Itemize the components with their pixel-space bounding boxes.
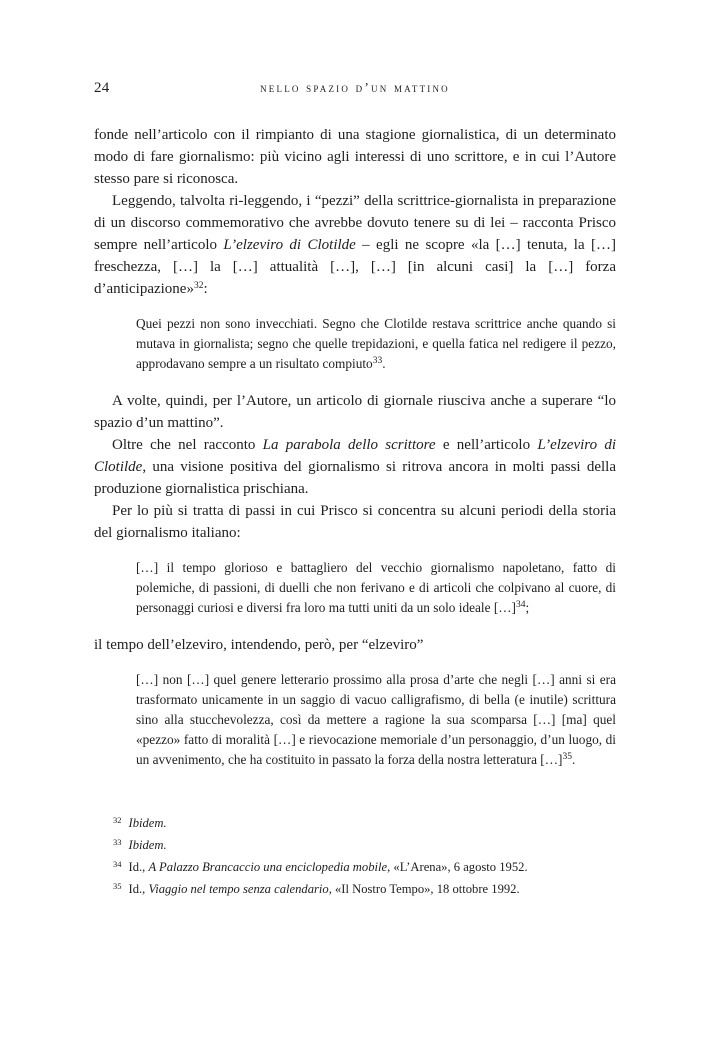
text-run: . bbox=[571, 752, 576, 767]
paragraph bbox=[94, 124, 616, 190]
page-number: 24 bbox=[94, 80, 110, 96]
text-run: Leggendo, talvolta ri-leggendo, i “pezzi” della scrittrice-giornalista in preparazione di un discorso commemorativo che avrebbe dovuto tenere su di lei – racconta Prisco sempre nell’articolo bbox=[94, 193, 616, 253]
text-run: : bbox=[203, 281, 208, 297]
text-run: Id., bbox=[128, 882, 149, 896]
footnotes-section bbox=[94, 812, 616, 900]
footnote bbox=[113, 834, 616, 856]
running-header bbox=[94, 80, 616, 98]
footnote-ref: 35 bbox=[562, 752, 572, 762]
paragraph bbox=[94, 390, 616, 434]
italic-title: L’elzeviro di Clotilde bbox=[94, 437, 616, 475]
text-run: , «L’Arena», 6 agosto 1952. bbox=[387, 860, 528, 874]
footnote-ref: 32 bbox=[193, 281, 204, 291]
footnote-italic: A Palazzo Brancaccio una enciclopedia mobile bbox=[148, 860, 388, 874]
footnote-number: 33 bbox=[113, 837, 122, 847]
text-run: A volte, quindi, per l’Autore, un articolo di giornale riusciva anche a superare “lo spazio d’un mattino”. bbox=[94, 393, 616, 431]
footnote bbox=[113, 878, 616, 900]
footnote-number: 34 bbox=[113, 859, 122, 869]
block-quote bbox=[136, 670, 616, 770]
text-run: il tempo dell’elzeviro, intendendo, però, per “elzeviro” bbox=[94, 637, 424, 653]
footnote-italic: Ibidem. bbox=[128, 838, 167, 852]
text-run: , «Il Nostro Tempo», 18 ottobre 1992. bbox=[328, 882, 520, 896]
text-run: . bbox=[382, 356, 386, 371]
block-quote bbox=[136, 314, 616, 374]
footnote-number: 35 bbox=[113, 881, 122, 891]
footnote bbox=[113, 856, 616, 878]
text-run: e nell’articolo bbox=[435, 437, 538, 453]
paragraph bbox=[94, 190, 616, 300]
text-run: Per lo più si tratta di passi in cui Prisco si concentra su alcuni periodi della storia del giornalismo italiano: bbox=[94, 503, 616, 541]
footnote-italic: Viaggio nel tempo senza calendario bbox=[148, 882, 329, 896]
italic-title: L’elzeviro di Clotilde bbox=[223, 237, 356, 253]
text-run: , una visione positiva del giornalismo si ritrova ancora in molti passi della produzione giornalistica prischiana. bbox=[94, 459, 616, 497]
text-run: Quei pezzi non sono invecchiati. Segno che Clotilde restava scrittrice anche quando si mutava in giornalista; segno che quelle trepidazioni, e quella fatica nel redigere il pezzo, approdavano sempre a un risultato compiuto bbox=[136, 316, 616, 371]
paragraph bbox=[94, 434, 616, 500]
text-run: Id., bbox=[128, 860, 149, 874]
text-run: Oltre che nel racconto bbox=[112, 437, 263, 453]
footnote-number: 32 bbox=[113, 815, 122, 825]
text-run: – egli ne scopre «la […] tenuta, la […] freschezza, […] la […] attualità […], […] [in alcuni casi] la […] forza d’anticipazione» bbox=[94, 237, 616, 297]
paragraph bbox=[94, 634, 616, 656]
italic-title: La parabola dello scrittore bbox=[262, 437, 436, 453]
text-run: […] non […] quel genere letterario prossimo alla prosa d’arte che negli […] anni si era trasformato unicamente in un saggio di vacuo calligrafismo, di bella (e inutile) scrittura sino alla stucchevolezza, così da mettere a ragione la sua scomparsa […] [ma] quel «pezzo» fatto di moralità […] e rievocazione memoriale d’un personaggio, d’un luogo, di un avvenimento, che ha costituito in passato la forza della nostra letteratura […] bbox=[136, 672, 616, 767]
text-block bbox=[94, 80, 616, 900]
footnote-ref: 34 bbox=[515, 600, 526, 610]
paragraph bbox=[94, 500, 616, 544]
text-run: ; bbox=[525, 600, 530, 615]
text-run: […] il tempo glorioso e battagliero del vecchio giornalismo napoletano, fatto di polemiche, di passioni, di duelli che non ferivano e di articoli che colpivano al cuore, di personaggi curiosi e diversi fra loro ma tutti uniti da un solo ideale […] bbox=[136, 560, 616, 615]
footnote-italic: Ibidem. bbox=[128, 816, 167, 830]
footnote bbox=[113, 812, 616, 834]
running-header-title: nello spazio d’un mattino bbox=[260, 80, 450, 95]
text-run: fonde nell’articolo con il rimpianto di una stagione giornalistica, di un determinato modo di fare giornalismo: più vicino agli interessi di uno scrittore, e in cui l’Autore stesso pare si riconosca. bbox=[94, 127, 616, 187]
block-quote bbox=[136, 558, 616, 618]
footnote-ref: 33 bbox=[372, 356, 383, 366]
